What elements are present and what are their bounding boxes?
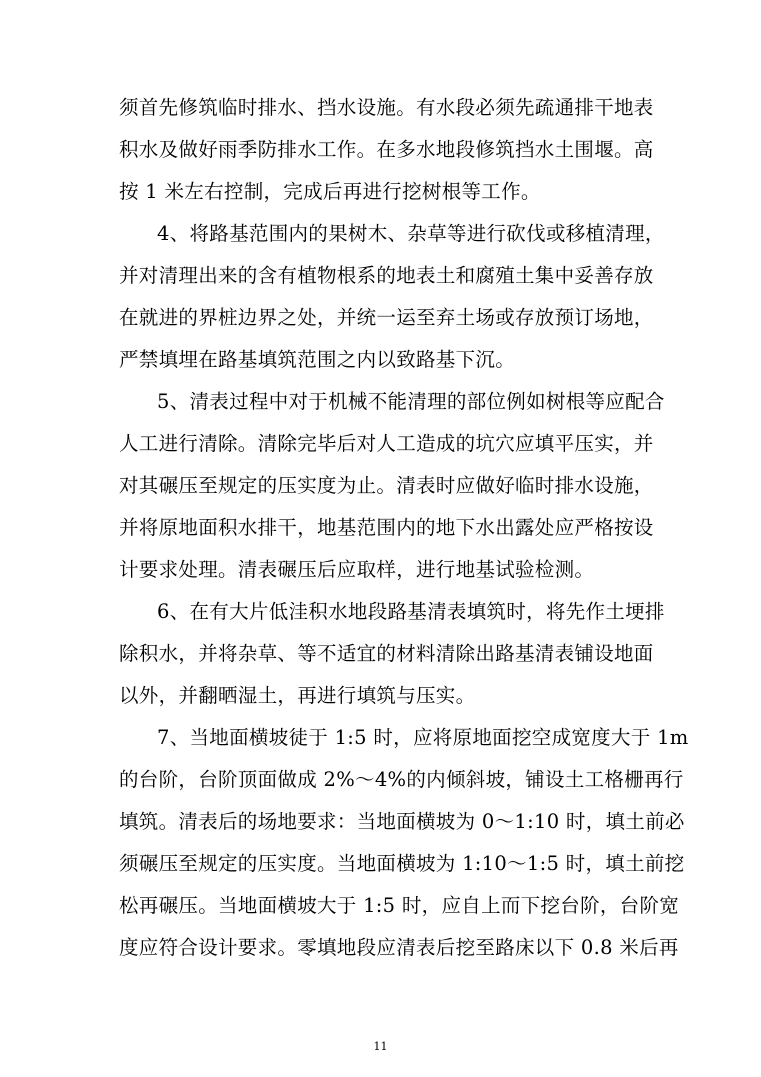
text-line: 除积水，并将杂草、等不适宜的材料清除出路基清表铺设地面: [119, 642, 654, 665]
text-line: 须碾压至规定的压实度。当地面横坡为 1:10～1:5 时，填土前挖: [119, 852, 685, 875]
page-number: 11: [373, 1040, 388, 1053]
paragraph-start-line: 7、当地面横坡徒于 1:5 时，应将原地面挖空成宽度大于 1m: [157, 726, 689, 749]
text-line: 人工进行清除。清除完毕后对人工造成的坑穴应填平压实，并: [119, 432, 654, 455]
paragraph-start-line: 4、将路基范围内的果树木、杂草等进行砍伐或移植清理，: [157, 222, 665, 245]
paragraph-start-line: 5、清表过程中对于机械不能清理的部位例如树根等应配合: [157, 390, 665, 413]
text-line: 松再碾压。当地面横坡大于 1:5 时，应自上而下挖台阶，台阶宽: [119, 894, 680, 917]
text-line: 按 1 米左右控制，完成后再进行挖树根等工作。: [119, 180, 541, 203]
text-line: 积水及做好雨季防排水工作。在多水地段修筑挡水土围堰。高: [119, 138, 654, 161]
paragraph-start-line: 6、在有大片低洼积水地段路基清表填筑时，将先作土埂排: [157, 600, 665, 623]
text-line: 以外，并翻晒湿土，再进行填筑与压实。: [119, 684, 476, 707]
text-line: 严禁填埋在路基填筑范围之内以致路基下沉。: [119, 348, 516, 371]
text-line: 在就进的界桩边界之处，并统一运至弃土场或存放预订场地，: [119, 306, 654, 329]
text-line: 对其碾压至规定的压实度为止。清表时应做好临时排水设施，: [119, 474, 654, 497]
text-line: 度应符合设计要求。零填地段应清表后挖至路床以下 0.8 米后再: [119, 936, 679, 959]
text-line: 须首先修筑临时排水、挡水设施。有水段必须先疏通排干地表: [119, 96, 654, 119]
text-line: 计要求处理。清表碾压后应取样，进行地基试验检测。: [119, 558, 595, 581]
text-line: 的台阶，台阶顶面做成 2%～4%的内倾斜坡，铺设土工格栅再行: [119, 768, 684, 791]
text-line: 填筑。清表后的场地要求：当地面横坡为 0～1:10 时，填土前必: [119, 810, 685, 833]
text-line: 并将原地面积水排干，地基范围内的地下水出露处应严格按设: [119, 516, 654, 539]
text-line: 并对清理出来的含有植物根系的地表土和腐殖土集中妥善存放: [119, 264, 654, 287]
